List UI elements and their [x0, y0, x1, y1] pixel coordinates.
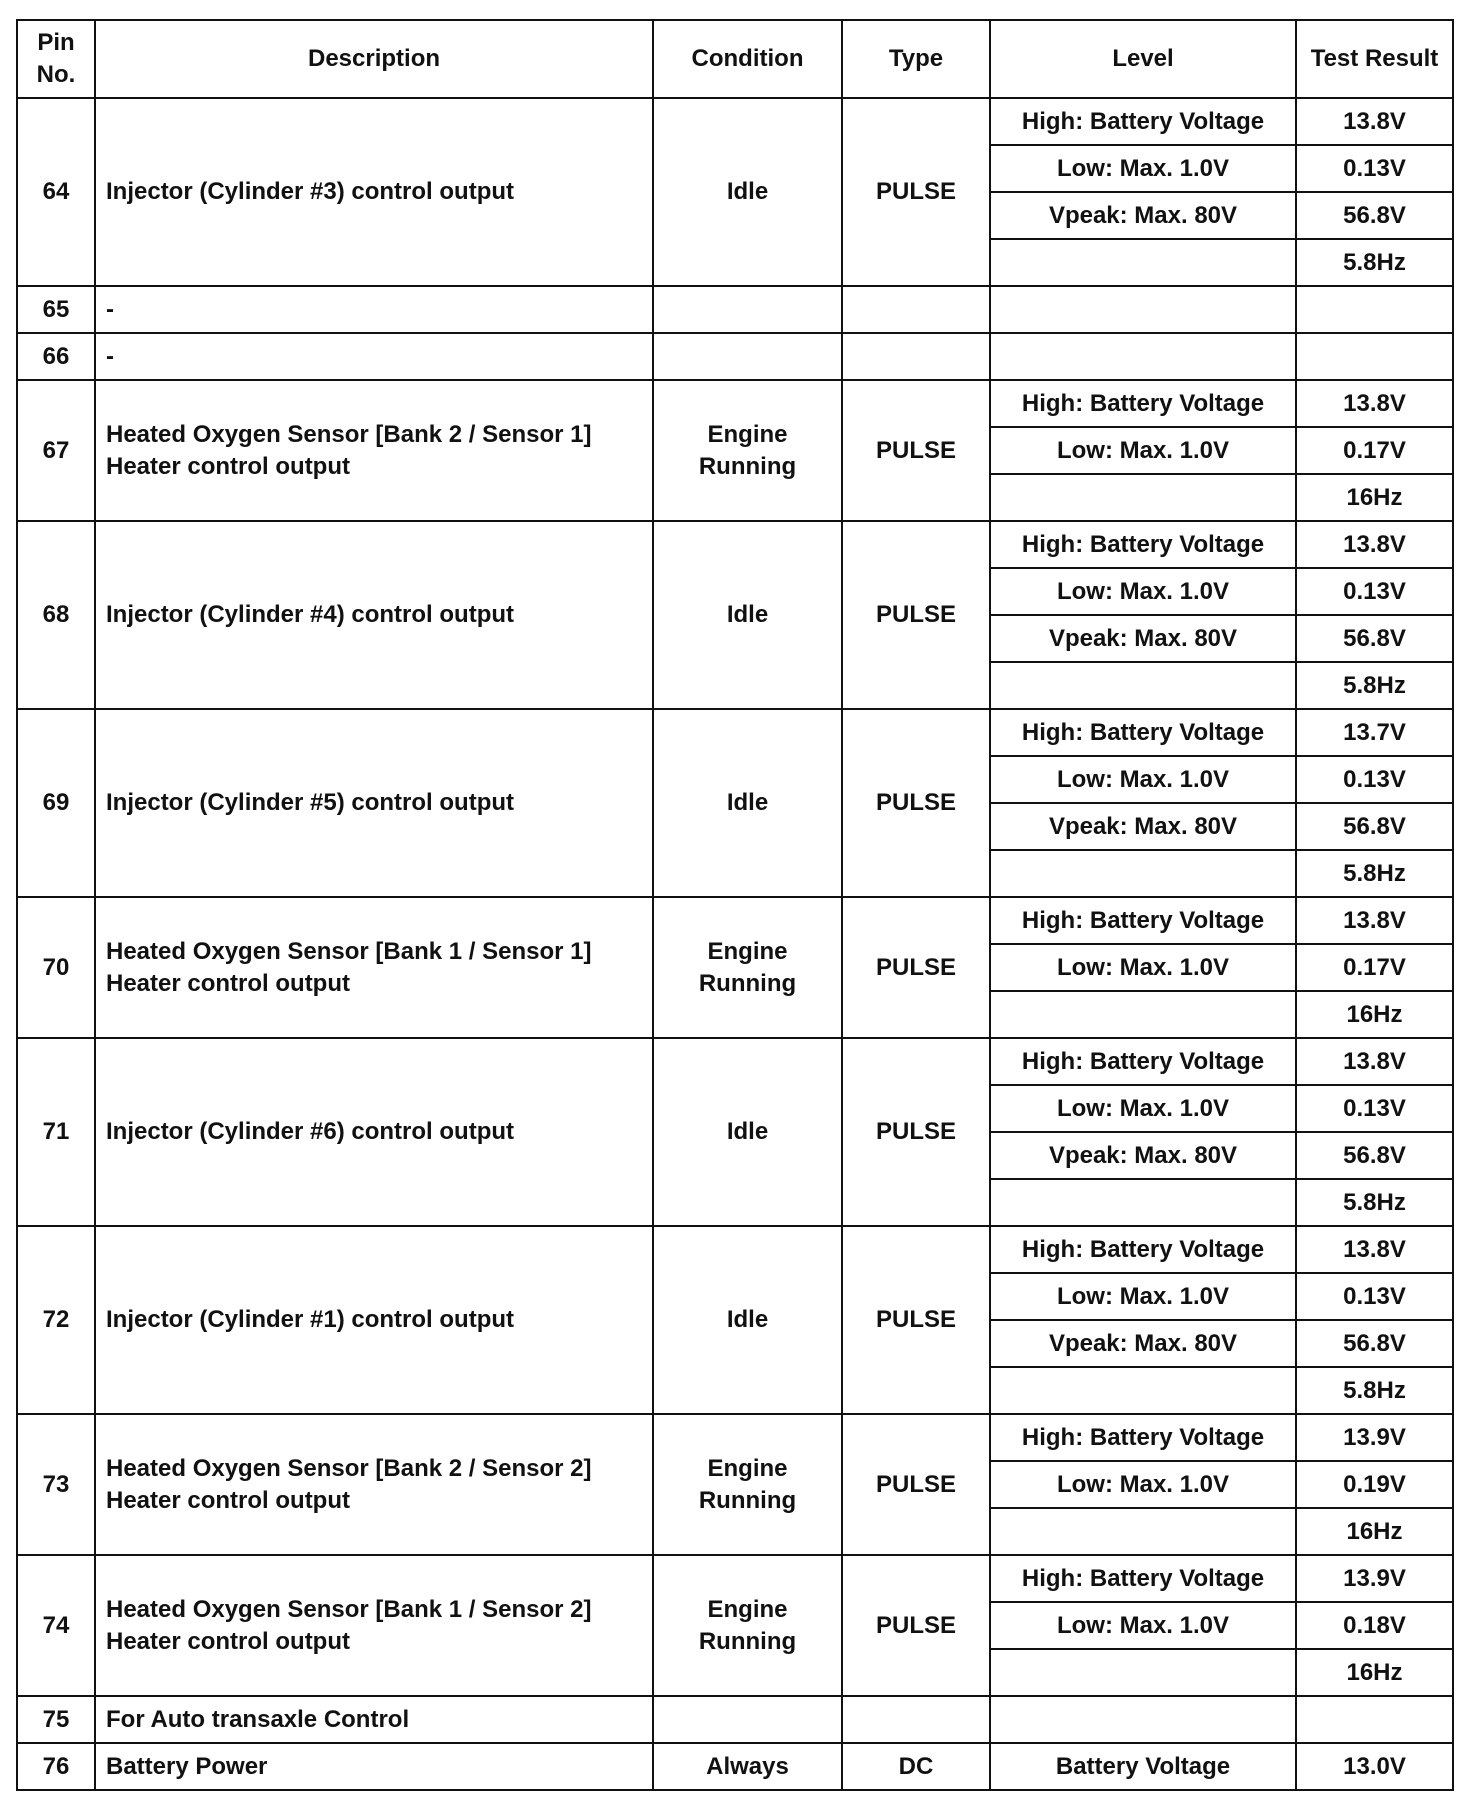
test-result: 56.8V — [1296, 1320, 1453, 1367]
condition: Engine Running — [653, 380, 842, 521]
level: Vpeak: Max. 80V — [990, 1132, 1296, 1179]
header-test-result: Test Result — [1296, 20, 1453, 98]
header-description: Description — [95, 20, 653, 98]
test-result: 0.13V — [1296, 756, 1453, 803]
signal-type: PULSE — [842, 1555, 990, 1696]
test-result: 13.0V — [1296, 1743, 1453, 1790]
signal-type — [842, 1696, 990, 1743]
pin-number: 72 — [17, 1226, 95, 1414]
level: Low: Max. 1.0V — [990, 568, 1296, 615]
signal-type — [842, 333, 990, 380]
header-row — [17, 20, 1453, 98]
level — [990, 239, 1296, 286]
pin-number: 66 — [17, 333, 95, 380]
test-result: 13.8V — [1296, 1038, 1453, 1085]
table-row — [17, 1555, 1453, 1602]
level: Low: Max. 1.0V — [990, 427, 1296, 474]
level — [990, 286, 1296, 333]
test-result: 5.8Hz — [1296, 1367, 1453, 1414]
condition — [653, 1696, 842, 1743]
test-result: 16Hz — [1296, 1649, 1453, 1696]
test-result: 13.8V — [1296, 897, 1453, 944]
test-result: 0.13V — [1296, 1273, 1453, 1320]
pin-number: 67 — [17, 380, 95, 521]
test-result: 5.8Hz — [1296, 850, 1453, 897]
test-result: 0.19V — [1296, 1461, 1453, 1508]
test-result: 13.7V — [1296, 709, 1453, 756]
condition: Idle — [653, 709, 842, 897]
header-type: Type — [842, 20, 990, 98]
level: Low: Max. 1.0V — [990, 1461, 1296, 1508]
pin-number: 71 — [17, 1038, 95, 1226]
level: Low: Max. 1.0V — [990, 145, 1296, 192]
condition: Idle — [653, 1226, 842, 1414]
pin-number: 65 — [17, 286, 95, 333]
signal-type: PULSE — [842, 897, 990, 1038]
header-condition: Condition — [653, 20, 842, 98]
description: For Auto transaxle Control — [95, 1696, 653, 1743]
table-row — [17, 333, 1453, 380]
table-row — [17, 286, 1453, 333]
pin-test-table — [16, 19, 1454, 1791]
description: Injector (Cylinder #6) control output — [95, 1038, 653, 1226]
level — [990, 662, 1296, 709]
level: High: Battery Voltage — [990, 521, 1296, 568]
table-row — [17, 98, 1453, 145]
level — [990, 333, 1296, 380]
pin-number: 73 — [17, 1414, 95, 1555]
level: High: Battery Voltage — [990, 1038, 1296, 1085]
level: Low: Max. 1.0V — [990, 944, 1296, 991]
condition: Idle — [653, 1038, 842, 1226]
description: Heated Oxygen Sensor [Bank 2 / Sensor 1] Heater control output — [95, 380, 653, 521]
test-result: 13.8V — [1296, 1226, 1453, 1273]
pin-number: 76 — [17, 1743, 95, 1790]
table-row — [17, 521, 1453, 568]
level: Vpeak: Max. 80V — [990, 1320, 1296, 1367]
test-result: 56.8V — [1296, 192, 1453, 239]
level — [990, 1179, 1296, 1226]
test-result: 56.8V — [1296, 803, 1453, 850]
level: Low: Max. 1.0V — [990, 1085, 1296, 1132]
condition: Engine Running — [653, 1414, 842, 1555]
table-row — [17, 709, 1453, 756]
level: Low: Max. 1.0V — [990, 756, 1296, 803]
level: Vpeak: Max. 80V — [990, 192, 1296, 239]
description: Battery Power — [95, 1743, 653, 1790]
test-result: 13.9V — [1296, 1414, 1453, 1461]
test-result: 0.17V — [1296, 427, 1453, 474]
description: - — [95, 286, 653, 333]
test-result: 13.8V — [1296, 380, 1453, 427]
level: High: Battery Voltage — [990, 1226, 1296, 1273]
level: Low: Max. 1.0V — [990, 1602, 1296, 1649]
test-result: 56.8V — [1296, 1132, 1453, 1179]
table-row — [17, 1743, 1453, 1790]
table-row — [17, 1038, 1453, 1085]
pin-number: 64 — [17, 98, 95, 286]
level: High: Battery Voltage — [990, 380, 1296, 427]
level: Vpeak: Max. 80V — [990, 803, 1296, 850]
condition: Idle — [653, 98, 842, 286]
condition — [653, 286, 842, 333]
description: Injector (Cylinder #3) control output — [95, 98, 653, 286]
signal-type: PULSE — [842, 521, 990, 709]
level — [990, 991, 1296, 1038]
table-body — [17, 98, 1453, 1790]
test-result: 16Hz — [1296, 1508, 1453, 1555]
signal-type — [842, 286, 990, 333]
signal-type: DC — [842, 1743, 990, 1790]
level — [990, 850, 1296, 897]
test-result: 13.8V — [1296, 521, 1453, 568]
pin-number: 68 — [17, 521, 95, 709]
test-result: 16Hz — [1296, 991, 1453, 1038]
description: Heated Oxygen Sensor [Bank 1 / Sensor 1] Heater control output — [95, 897, 653, 1038]
test-result: 5.8Hz — [1296, 662, 1453, 709]
table-row — [17, 897, 1453, 944]
test-result — [1296, 286, 1453, 333]
level — [990, 1696, 1296, 1743]
signal-type: PULSE — [842, 709, 990, 897]
table-row — [17, 1414, 1453, 1461]
pin-number: 74 — [17, 1555, 95, 1696]
test-result — [1296, 333, 1453, 380]
level: Battery Voltage — [990, 1743, 1296, 1790]
condition: Always — [653, 1743, 842, 1790]
level: High: Battery Voltage — [990, 709, 1296, 756]
pin-number: 75 — [17, 1696, 95, 1743]
level: Vpeak: Max. 80V — [990, 615, 1296, 662]
signal-type: PULSE — [842, 1038, 990, 1226]
test-result — [1296, 1696, 1453, 1743]
level: High: Battery Voltage — [990, 98, 1296, 145]
condition — [653, 333, 842, 380]
test-result: 5.8Hz — [1296, 239, 1453, 286]
test-result: 5.8Hz — [1296, 1179, 1453, 1226]
signal-type: PULSE — [842, 1226, 990, 1414]
description: - — [95, 333, 653, 380]
test-result: 56.8V — [1296, 615, 1453, 662]
level — [990, 474, 1296, 521]
test-result: 0.13V — [1296, 145, 1453, 192]
header-pin: Pin No. — [17, 20, 95, 98]
signal-type: PULSE — [842, 98, 990, 286]
pin-number: 69 — [17, 709, 95, 897]
signal-type: PULSE — [842, 380, 990, 521]
description: Injector (Cylinder #1) control output — [95, 1226, 653, 1414]
level — [990, 1649, 1296, 1696]
description: Injector (Cylinder #4) control output — [95, 521, 653, 709]
table-row — [17, 380, 1453, 427]
test-result: 16Hz — [1296, 474, 1453, 521]
signal-type: PULSE — [842, 1414, 990, 1555]
test-result: 0.17V — [1296, 944, 1453, 991]
description: Heated Oxygen Sensor [Bank 1 / Sensor 2] Heater control output — [95, 1555, 653, 1696]
level: High: Battery Voltage — [990, 1414, 1296, 1461]
description: Injector (Cylinder #5) control output — [95, 709, 653, 897]
level — [990, 1508, 1296, 1555]
level: Low: Max. 1.0V — [990, 1273, 1296, 1320]
condition: Engine Running — [653, 1555, 842, 1696]
header-level: Level — [990, 20, 1296, 98]
table-row — [17, 1696, 1453, 1743]
test-result: 13.8V — [1296, 98, 1453, 145]
condition: Idle — [653, 521, 842, 709]
test-result: 0.13V — [1296, 568, 1453, 615]
pin-number: 70 — [17, 897, 95, 1038]
level: High: Battery Voltage — [990, 1555, 1296, 1602]
description: Heated Oxygen Sensor [Bank 2 / Sensor 2] Heater control output — [95, 1414, 653, 1555]
test-result: 13.9V — [1296, 1555, 1453, 1602]
level — [990, 1367, 1296, 1414]
test-result: 0.13V — [1296, 1085, 1453, 1132]
level: High: Battery Voltage — [990, 897, 1296, 944]
condition: Engine Running — [653, 897, 842, 1038]
table-row — [17, 1226, 1453, 1273]
test-result: 0.18V — [1296, 1602, 1453, 1649]
